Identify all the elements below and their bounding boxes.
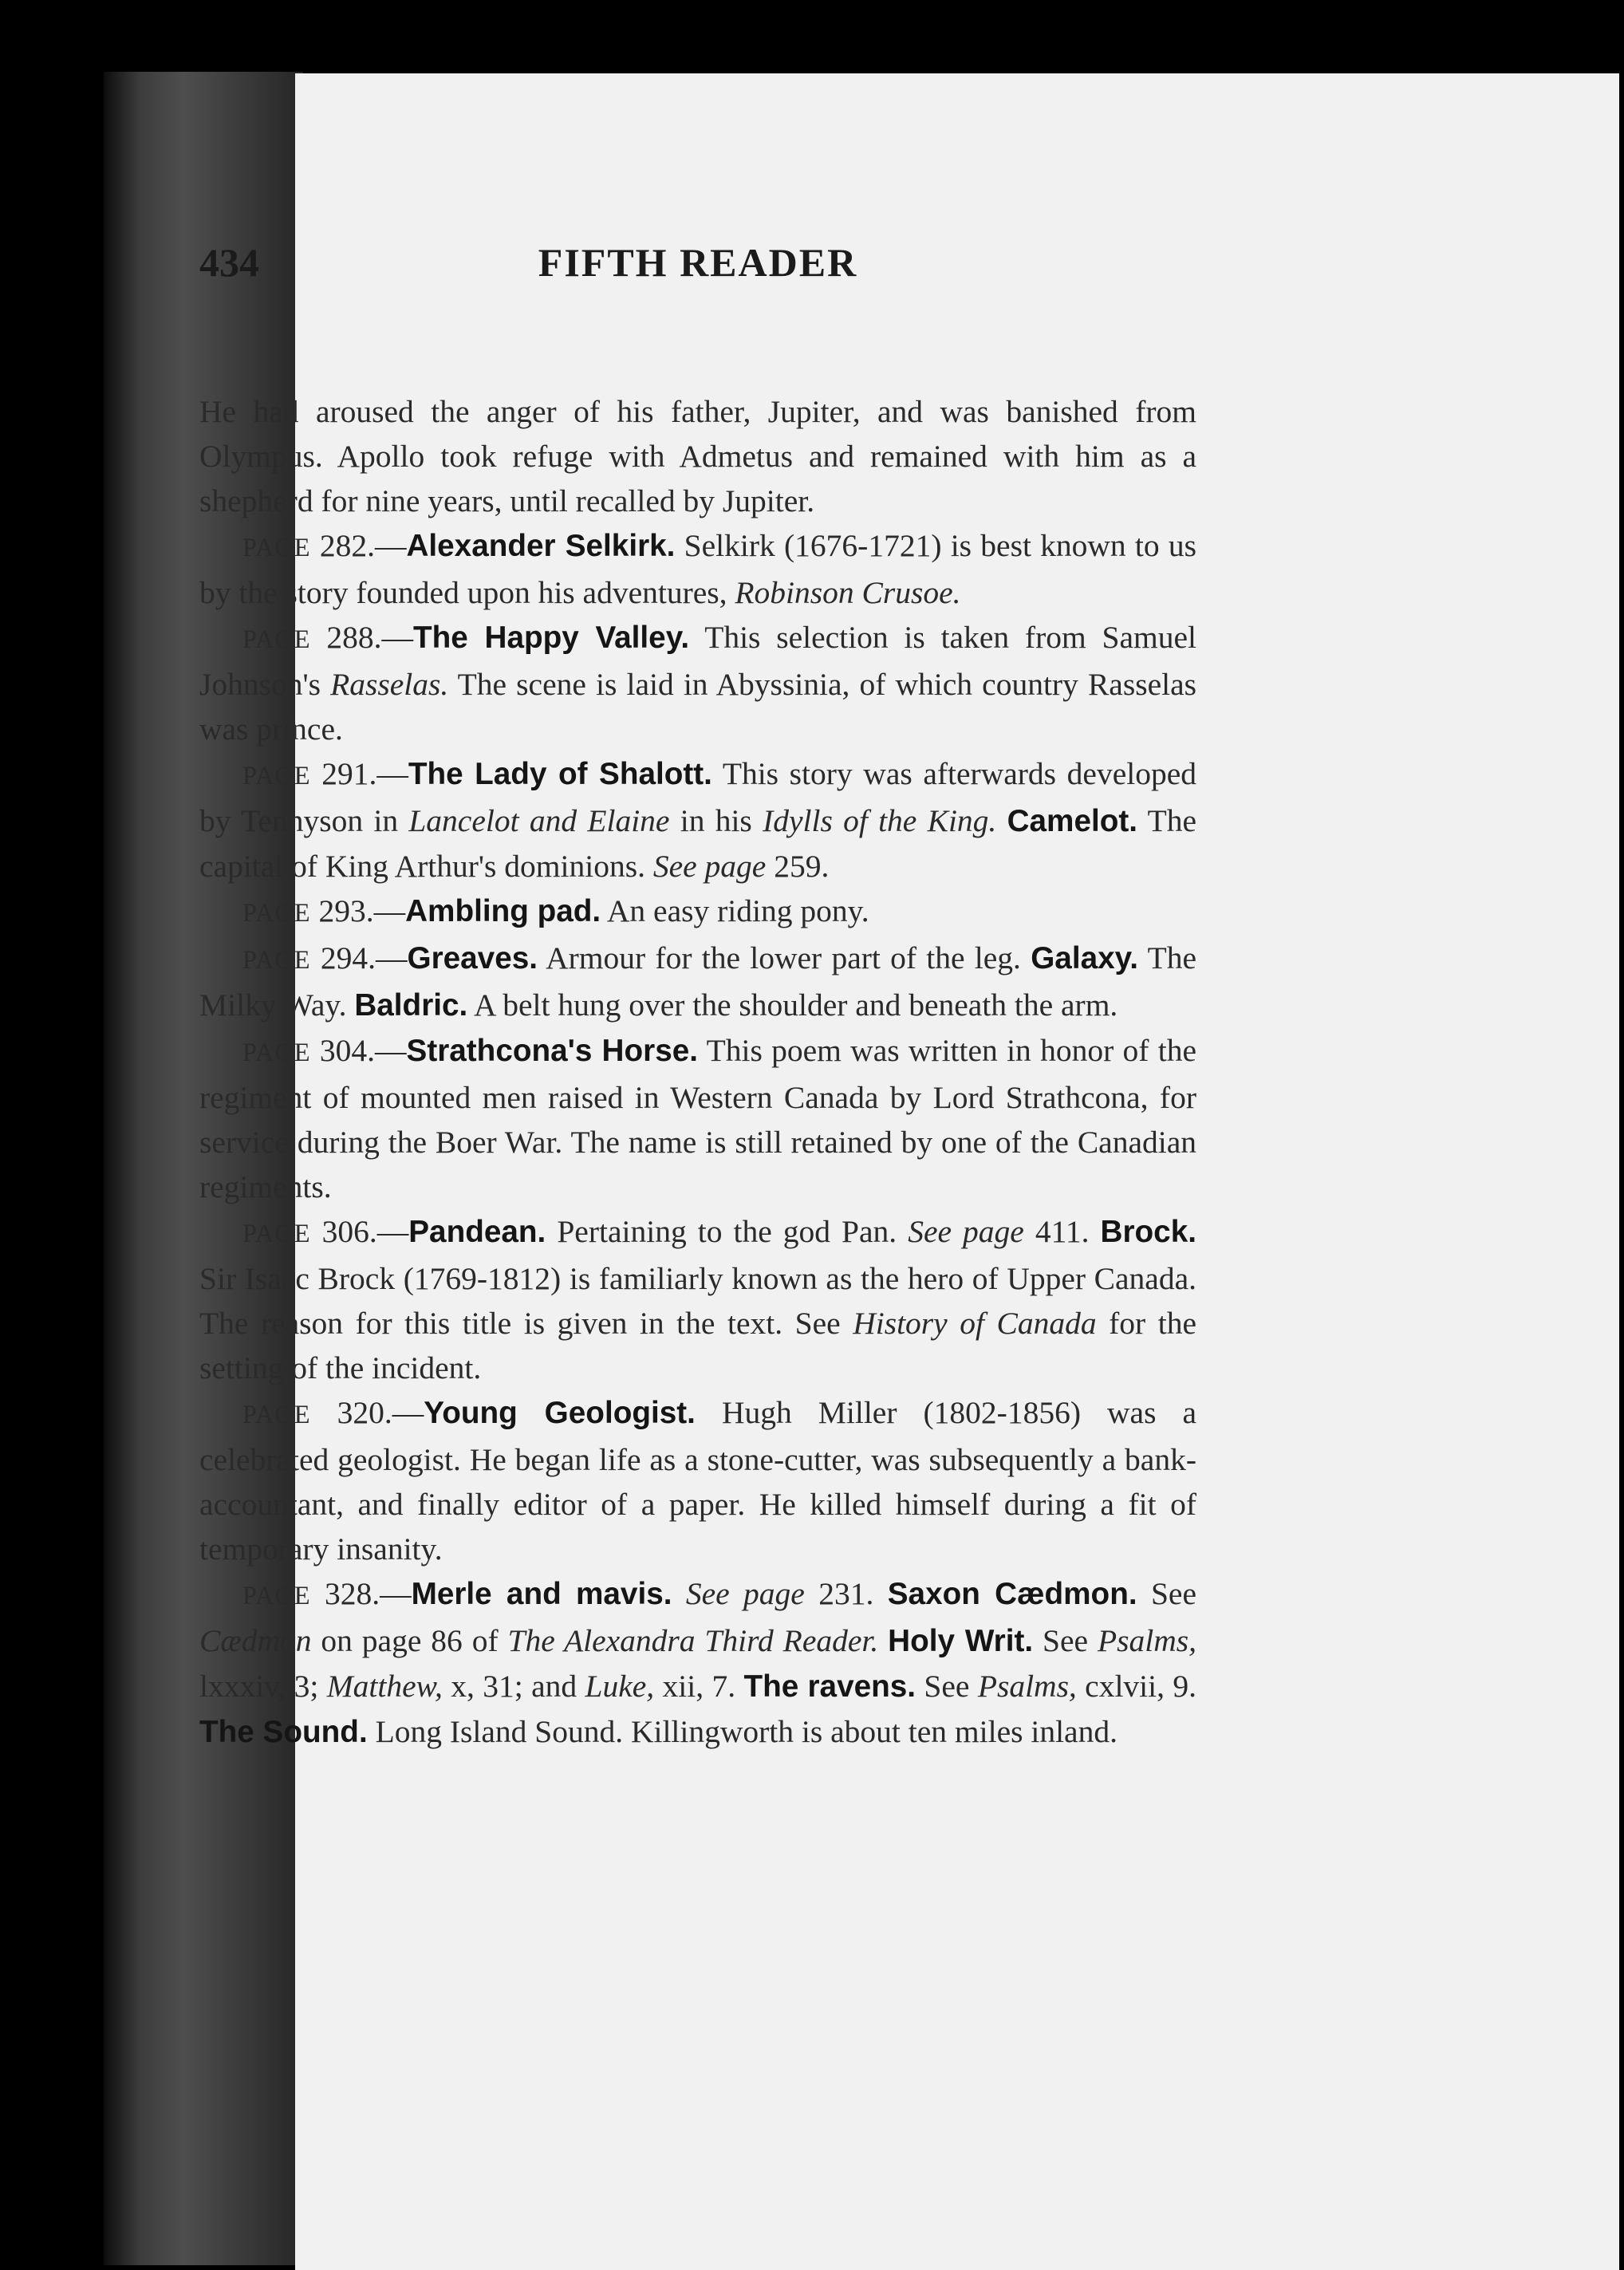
headword: Pandean. bbox=[408, 1215, 546, 1249]
page-label: PAGE bbox=[242, 899, 311, 928]
note-entry bbox=[199, 615, 1196, 751]
body-text: This selection is taken from Samuel Johnson's bbox=[199, 620, 1196, 702]
headword: Greaves. bbox=[407, 941, 538, 975]
body-text: cxlvii, 9. bbox=[1076, 1669, 1196, 1704]
italic-text: The Alexandra Third Reader. bbox=[507, 1623, 879, 1658]
body-text: The Milky Way. bbox=[199, 940, 1196, 1023]
headword: Baldric. bbox=[354, 988, 468, 1023]
page-number: 434 bbox=[199, 240, 259, 285]
body-text: 282.— bbox=[310, 528, 407, 563]
body-text: This poem was written in honor of the regiment of mounted men raised in Western Canada by Lord Strathcona, for service during the Boer War. The name is still retained by one of the Canadian regiments. bbox=[199, 1033, 1196, 1204]
note-entry bbox=[199, 1028, 1196, 1209]
body-text: xii, 7. bbox=[654, 1669, 744, 1704]
italic-text: Rasselas. bbox=[330, 667, 449, 702]
headword: Strathcona's Horse. bbox=[406, 1034, 699, 1068]
page-label: PAGE bbox=[242, 1220, 311, 1248]
page-label: PAGE bbox=[242, 1038, 311, 1067]
body-text: lxxxiv, 3; bbox=[199, 1669, 327, 1704]
headword: The Lady of Shalott. bbox=[408, 757, 712, 791]
body-text bbox=[878, 1623, 888, 1658]
page-label: PAGE bbox=[242, 946, 311, 975]
body-text: 291.— bbox=[310, 756, 408, 791]
italic-text: Robinson Crusoe. bbox=[735, 575, 961, 610]
italic-text: Luke, bbox=[585, 1669, 655, 1704]
body-text: 293.— bbox=[310, 893, 406, 928]
continued-paragraph bbox=[199, 389, 1196, 523]
italic-text: Cædmon bbox=[199, 1623, 312, 1658]
italic-text: Psalms, bbox=[977, 1669, 1077, 1704]
body-text: The scene is laid in Abyssinia, of which country Rasselas was prince. bbox=[199, 667, 1196, 747]
body-text: 231. bbox=[804, 1576, 888, 1611]
body-text: on page 86 of bbox=[311, 1623, 508, 1658]
body-text bbox=[672, 1576, 686, 1611]
italic-text: Matthew, bbox=[326, 1669, 443, 1704]
page-body bbox=[199, 389, 1196, 1755]
page-header bbox=[199, 239, 1196, 303]
body-text: 320.— bbox=[310, 1395, 424, 1430]
body-text: x, 31; and bbox=[442, 1669, 585, 1704]
page-label: PAGE bbox=[242, 1401, 311, 1429]
page-label: PAGE bbox=[242, 534, 311, 562]
body-text: See bbox=[1137, 1576, 1196, 1611]
note-entry bbox=[199, 1390, 1196, 1571]
headword: Camelot. bbox=[1007, 804, 1138, 838]
body-text: Armour for the lower part of the leg. bbox=[538, 940, 1031, 975]
italic-text: See page bbox=[652, 849, 767, 884]
body-text: 259. bbox=[766, 849, 830, 884]
page-label: PAGE bbox=[242, 762, 311, 790]
italic-text: Idylls of the King. bbox=[763, 803, 997, 838]
headword: Holy Writ. bbox=[888, 1624, 1034, 1658]
body-text: 304.— bbox=[310, 1033, 407, 1068]
italic-text: Psalms, bbox=[1098, 1623, 1196, 1658]
body-text: Long Island Sound. Killingworth is about ten miles inland. bbox=[367, 1714, 1117, 1749]
body-text bbox=[996, 803, 1007, 838]
note-entry bbox=[199, 751, 1196, 889]
body-text: Sir Isaac Brock (1769-1812) is familiarly known as the hero of Upper Canada. The reason for this title is given in the text. See bbox=[199, 1261, 1196, 1341]
headword: Galaxy. bbox=[1031, 941, 1139, 975]
headword: Merle and mavis. bbox=[411, 1577, 672, 1611]
note-entry bbox=[199, 1571, 1196, 1755]
italic-text: History of Canada bbox=[853, 1306, 1097, 1341]
note-entry bbox=[199, 523, 1196, 615]
body-text: He had aroused the anger of his father, Jupiter, and was banished from Olympus. Apollo took refuge with Admetus and remained with him as a shepherd for nine years, until recalled by Jupiter. bbox=[199, 394, 1196, 518]
page-label: PAGE bbox=[242, 625, 311, 654]
note-entry bbox=[199, 889, 1196, 936]
note-entry bbox=[199, 1209, 1196, 1390]
headword: Ambling pad. bbox=[405, 894, 601, 928]
body-text: See bbox=[916, 1669, 978, 1704]
body-text: The capital of King Arthur's dominions. bbox=[199, 803, 1196, 884]
body-text: Pertaining to the god Pan. bbox=[546, 1214, 909, 1249]
page-label: PAGE bbox=[242, 1582, 311, 1610]
running-title: FIFTH READER bbox=[538, 240, 858, 285]
body-text: Selkirk (1676-1721) is best known to us by the story founded upon his adventures, bbox=[199, 528, 1197, 610]
body-text: This story was afterwards developed by Tennyson in bbox=[199, 756, 1196, 838]
body-text: 411. bbox=[1023, 1214, 1101, 1249]
body-text: Hugh Miller (1802-1856) was a celebrated geologist. He began life as a stone-cutter, was subsequently a bank-accountant, and finally editor of a paper. He killed himself during a fit of temporary insanity. bbox=[199, 1395, 1197, 1567]
body-text: 306.— bbox=[310, 1214, 409, 1249]
body-text: An easy riding pony. bbox=[601, 893, 869, 928]
body-text: See bbox=[1033, 1623, 1098, 1658]
headword: The Happy Valley. bbox=[413, 621, 690, 655]
italic-text: See page bbox=[908, 1214, 1024, 1249]
headword: Brock. bbox=[1100, 1215, 1196, 1249]
body-text: 288.— bbox=[310, 620, 414, 655]
body-text: 294.— bbox=[310, 940, 408, 975]
headword: Alexander Selkirk. bbox=[406, 529, 676, 563]
headword: Saxon Cædmon. bbox=[887, 1577, 1137, 1611]
note-entry bbox=[199, 936, 1196, 1028]
body-text: A belt hung over the shoulder and beneath the arm. bbox=[467, 987, 1118, 1023]
italic-text: See page bbox=[685, 1576, 805, 1611]
body-text: for the setting of the incident. bbox=[199, 1306, 1196, 1385]
body-text: 328.— bbox=[310, 1576, 412, 1611]
body-text: in his bbox=[669, 803, 763, 838]
headword: Young Geologist. bbox=[424, 1396, 696, 1430]
italic-text: Lancelot and Elaine bbox=[408, 803, 670, 838]
headword: The ravens. bbox=[743, 1669, 916, 1704]
headword: The Sound. bbox=[199, 1715, 368, 1749]
